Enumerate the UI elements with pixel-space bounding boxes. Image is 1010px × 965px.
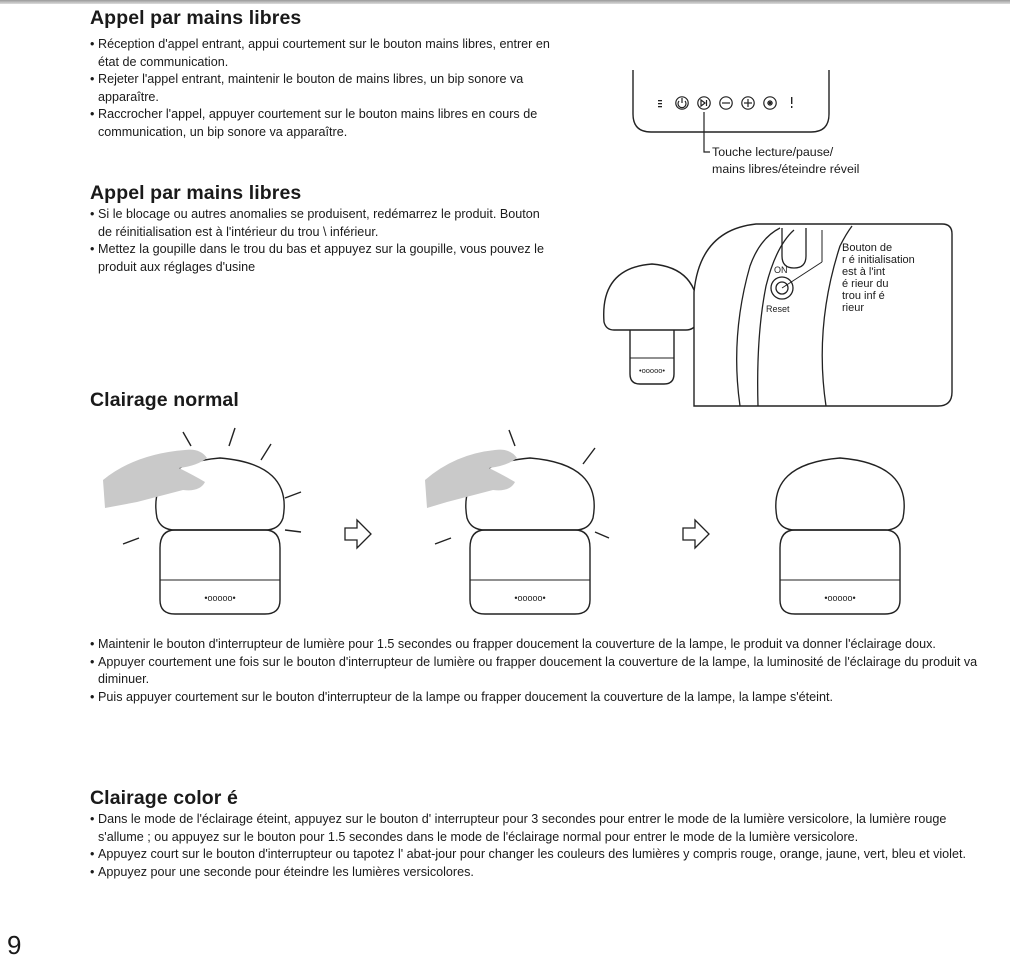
- list-item: • Appuyez court sur le bouton d'interrupteur ou tapotez l' abat-jour pour changer les couleurs des lumières y compris rouge, orange, jaune, vert, bleu et violet.: [90, 846, 983, 864]
- callout-line: r é initialisation: [842, 254, 915, 266]
- lamp-sequence-illustration: [95, 418, 975, 623]
- list-item: • Raccrocher l'appel, appuyer courtement sur le bouton mains libres en cours de communication, un bip sonore va apparaître.: [90, 106, 603, 141]
- control-caption-line1: Touche lecture/pause/: [712, 145, 834, 159]
- control-caption-line2: mains libres/éteindre réveil: [712, 162, 860, 176]
- list-item: • Dans le mode de l'éclairage éteint, appuyez sur le bouton d' interrupteur pour 3 secondes pour entrer le mode de la lumière versicolore, la lumière rouge s'allume ; ou appuyez sur le bouton pour 1.5 secondes dans le mode de l'éclairage normal pour entrer le mode de la lumière versicolore.: [90, 811, 978, 846]
- callout-line: Bouton de: [842, 242, 893, 254]
- page-number: 9: [7, 930, 22, 960]
- lamp-off: [776, 458, 904, 614]
- list-item: • Mettez la goupille dans le trou du bas et appuyez sur la goupille, vous pouvez le produit aux réglages d'usine: [90, 241, 555, 276]
- section-title: Appel par mains libres: [90, 182, 302, 204]
- list-item: • Appuyer courtement une fois sur le bouton d'interrupteur de lumière ou frapper doucement la couverture de la lampe, la luminosité de l'éclairage du produit va diminuer.: [90, 654, 1003, 689]
- list-item: • Rejeter l'appel entrant, maintenir le bouton de mains libres, un bip sonore va apparaître.: [90, 71, 560, 106]
- lamp-dots: •ooooo•: [514, 593, 546, 603]
- list-item: • Puis appuyer courtement sur le bouton d'interrupteur de la lampe ou frapper doucement la couverture de la lampe, la lampe s'éteint.: [90, 689, 978, 707]
- section-normal-bullets: [90, 636, 990, 706]
- list-item: • Appuyez pour une seconde pour éteindre les lumières versicolores.: [90, 864, 995, 882]
- section-title-normal: Clairage normal: [90, 389, 239, 411]
- on-label: ON: [774, 265, 788, 275]
- top-border: [0, 0, 1010, 4]
- arrow-right-icon: [683, 520, 709, 548]
- callout-line: rieur: [842, 302, 865, 314]
- lamp-dots: •ooooo•: [638, 366, 666, 375]
- lamp-with-hand-1: [103, 428, 301, 614]
- lamp-with-hand-2: [425, 430, 609, 614]
- control-panel-illustration: [615, 62, 845, 154]
- reset-callout: [842, 242, 952, 314]
- callout-line: est à l'int: [842, 266, 886, 278]
- arrow-right-icon: [345, 520, 371, 548]
- lamp-dots: •ooooo•: [204, 593, 236, 603]
- list-item: • Si le blocage ou autres anomalies se produisent, redémarrez le produit. Bouton de réinitialisation est à l'intérieur du trou \ inférieur.: [90, 206, 555, 241]
- callout-line: trou inf é: [842, 290, 885, 302]
- callout-line: é rieur du: [842, 278, 889, 290]
- reset-label: Reset: [766, 304, 790, 314]
- section-title: Clairage color é: [90, 787, 238, 809]
- section-color: [90, 787, 995, 881]
- section-title: Appel par mains libres: [90, 7, 302, 29]
- lamp-dots: •ooooo•: [824, 593, 856, 603]
- list-item: • Maintenir le bouton d'interrupteur de lumière pour 1.5 secondes ou frapper doucement la couverture de la lampe, le produit va donner l'éclairage doux.: [90, 636, 978, 654]
- list-item: • Réception d'appel entrant, appui courtement sur le bouton mains libres, entrer en état de communication.: [90, 36, 560, 71]
- section-handsfree: [90, 7, 610, 141]
- section-reset: [90, 182, 560, 276]
